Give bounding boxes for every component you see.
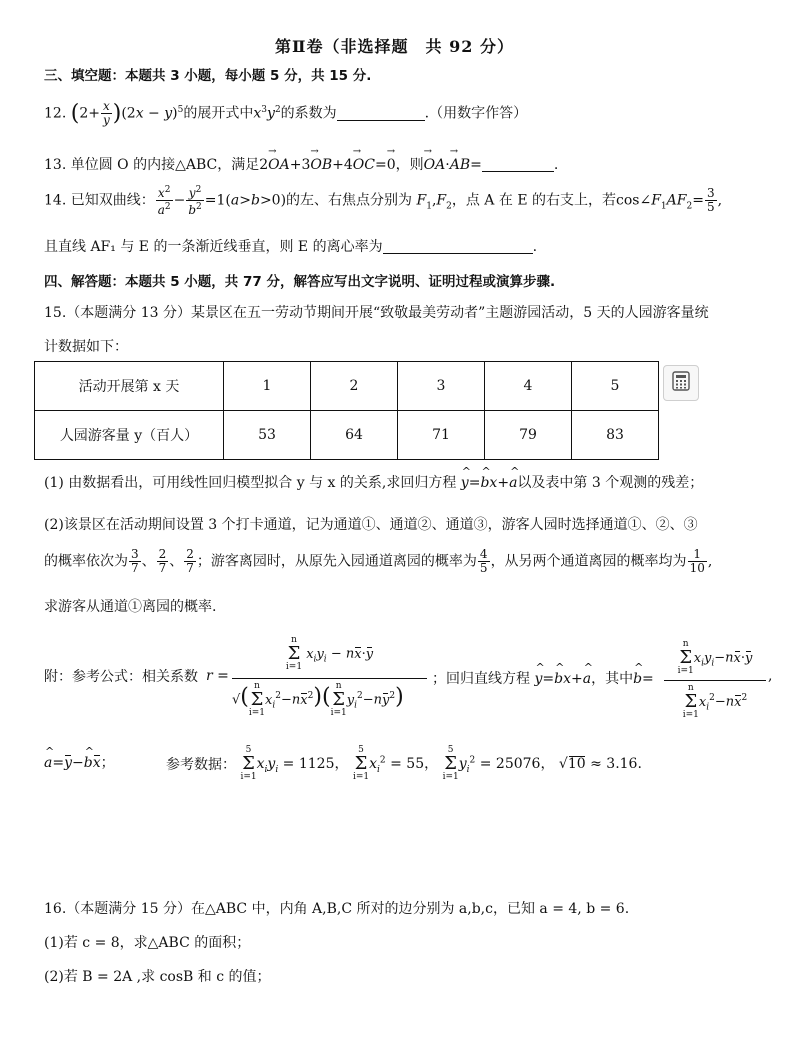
ref-value-xy: 1125 xyxy=(298,756,335,772)
calculator-button[interactable] xyxy=(663,365,699,401)
q14-text-a: 已知双曲线 xyxy=(70,192,141,209)
ref-value-x2: 55 xyxy=(406,756,425,772)
regression-equation: ；回归直线方程 ^ y=^ bx+^ a，其中^ b= xyxy=(432,668,654,688)
q12-text-mid: 的展开式中 xyxy=(183,105,254,122)
q15-intro2: 计数据如下： xyxy=(44,339,128,355)
q13-answer-blank xyxy=(482,157,554,172)
question-12: 12. (2+ $\frac{x}{y}$ )$(2x - y)^5$的展开式中$x^3y^2$的系数为 .（用数字作答） xyxy=(44,99,528,127)
ref-mid-text: ；回归直线方程 xyxy=(432,671,530,687)
reference-data: 参考数据： 5 Σ $i=1x_iy_i = 1125$， 5 Σ $i=1x_i^2 = 55$， 5 Σ $i=1y_i^2 = 25076$， √10 ≈ 3.16. xyxy=(166,745,642,782)
r-denominator: √( n Σ $i=1x_i^2-nx^2$)( n Σ $i=1y_i^2-ny^2$) xyxy=(232,681,404,718)
b-fraction-line xyxy=(664,680,766,681)
a-formula: ^ a=y−^ bx； xyxy=(44,752,115,772)
q12-answer-blank xyxy=(337,106,425,121)
table-cell: 3 xyxy=(398,362,485,411)
q15-part1-text: (1) 由数据看出，可用线性回归模型拟合 y 与 x 的关系,求回归方程 xyxy=(44,475,457,491)
q13-number: 13. xyxy=(44,157,67,173)
visitor-data-table xyxy=(34,361,659,460)
page-title: 第Ⅱ卷（非选择题 共 92 分） xyxy=(275,37,514,56)
q15-reference-label: 附：参考公式：相关系数 xyxy=(44,669,198,685)
table-cell: 2 xyxy=(311,362,398,411)
q15-part2d-text: ，从另两个通道离园的概率均为 xyxy=(490,553,687,570)
table-cell: 5 xyxy=(572,362,659,411)
q15-intro: 15.（本题满分 13 分）某景区在五一劳动节期间开展“致敬最美劳动者”主题游园活动，5 天的人园游客量统 xyxy=(44,305,709,321)
q16-part2: (2)若 B = 2A ,求 cosB 和 c 的值； xyxy=(44,969,271,985)
q14-answer-blank xyxy=(383,239,533,254)
q15-part2e: 求游客从通道①离园的概率. xyxy=(44,599,217,615)
q13-text: 单位圆 O 的内接△ABC，满足 xyxy=(70,157,260,173)
q14-line2-text: 且直线 AF₁ 与 E 的一条渐近线垂直，则 E 的离心率为 xyxy=(44,239,383,255)
q15-part1-end: 以及表中第 3 个观测的残差； xyxy=(517,475,704,491)
q12-note: .（用数字作答） xyxy=(424,105,528,122)
question-13: 13. 单位圆 O 的内接△ABC，满足2→ OA+3→ OB+4→ OC=→ 0，则→ OA·→ AB= . xyxy=(44,154,558,174)
table-cell: 64 xyxy=(311,411,398,460)
q14-text-c: ，点 A 在 E 的右支上，若 xyxy=(451,192,616,209)
table-cell: 53 xyxy=(224,411,311,460)
b-comma: , xyxy=(768,668,773,684)
q16-part1: (1)若 c = 8，求△ABC 的面积； xyxy=(44,935,251,951)
q16-intro: 16.（本题满分 15 分）在△ABC 中，内角 A,B,C 所对的边分别为 a,b,c，已知 a = 4, b = 6. xyxy=(44,901,630,917)
ref-value-sqrt10: 3.16 xyxy=(606,756,638,772)
q15-part2a: (2)该景区在活动期间设置 3 个打卡通道，记为通道①、通道②、通道③，游客人园时选择通道①、②、③ xyxy=(44,517,698,533)
section-answer-heading: 四、解答题：本题共 5 小题，共 77 分，解答应写出文字说明、证明过程或演算步骤. xyxy=(44,274,556,290)
q15-part2b: 的概率依次为 $\frac{3}{7}$ 、 $\frac{2}{7}$ 、 $\frac{2}{7}$ ；游客离园时，从原先入园通道离园的概率为 $\frac{4}{5}$ ，从另两个通道离园的概率均为 $\frac{1}{10}$ , xyxy=(44,547,713,575)
q14-number: 14. xyxy=(44,192,67,209)
r-numerator: n Σ i=1 $x_iy_i - nx\cdot y$ xyxy=(285,635,374,672)
question-14-line2: 且直线 AF₁ 与 E 的一条渐近线垂直，则 E 的离心率为 . xyxy=(44,239,538,255)
table-row xyxy=(35,411,659,460)
q15-part1: (1) 由数据看出，可用线性回归模型拟合 y 与 x 的关系,求回归方程 ^ y=^ bx+^ a以及表中第 3 个观测的残差； xyxy=(44,472,703,492)
q13-text2: ，则 xyxy=(395,157,424,173)
table-row xyxy=(35,362,659,411)
table-cell: 71 xyxy=(398,411,485,460)
q12-text-after: 的系数为 xyxy=(280,105,337,122)
section-fill-blank-heading: 三、填空题：本题共 3 小题，每小题 5 分，共 15 分. xyxy=(44,68,372,84)
r-fraction-line xyxy=(232,678,427,679)
b-denominator: n Σ $i=1x_i^2-nx^2$ xyxy=(682,683,748,720)
table-row-label: 活动开展第 x 天 xyxy=(35,362,224,411)
table-cell: 1 xyxy=(224,362,311,411)
q14-text-b: 的左、右焦点分别为 xyxy=(286,192,413,209)
table-row-label: 人园游客量 y（百人） xyxy=(35,411,224,460)
r-symbol: r = xyxy=(206,668,229,684)
ref-data-label: 参考数据： xyxy=(166,757,236,773)
ref-mid2-text: ，其中 xyxy=(591,671,634,687)
table-cell: 4 xyxy=(485,362,572,411)
table-cell: 79 xyxy=(485,411,572,460)
table-cell: 83 xyxy=(572,411,659,460)
ref-value-y2: 25076 xyxy=(495,756,541,772)
b-numerator: n Σ $i=1x_iy_i-nx\cdot y$ xyxy=(677,639,753,676)
question-14: 14. 已知双曲线： $\frac{x^2}{a^2}$ − $\frac{y^2}{b^2}$ =1(a>b>0)的左、右焦点分别为 $F_1,F_2$，点 A 在 E 的右支上，若$\cos\angle F_1AF_2=$ $\frac{3}{5}$ , xyxy=(44,185,723,217)
q12-number: 12. xyxy=(44,105,67,122)
calculator-icon xyxy=(671,371,691,395)
q15-part2c-text: ；游客离园时，从原先入园通道离园的概率为 xyxy=(196,553,477,570)
q15-part2b-text: 的概率依次为 xyxy=(44,553,128,570)
